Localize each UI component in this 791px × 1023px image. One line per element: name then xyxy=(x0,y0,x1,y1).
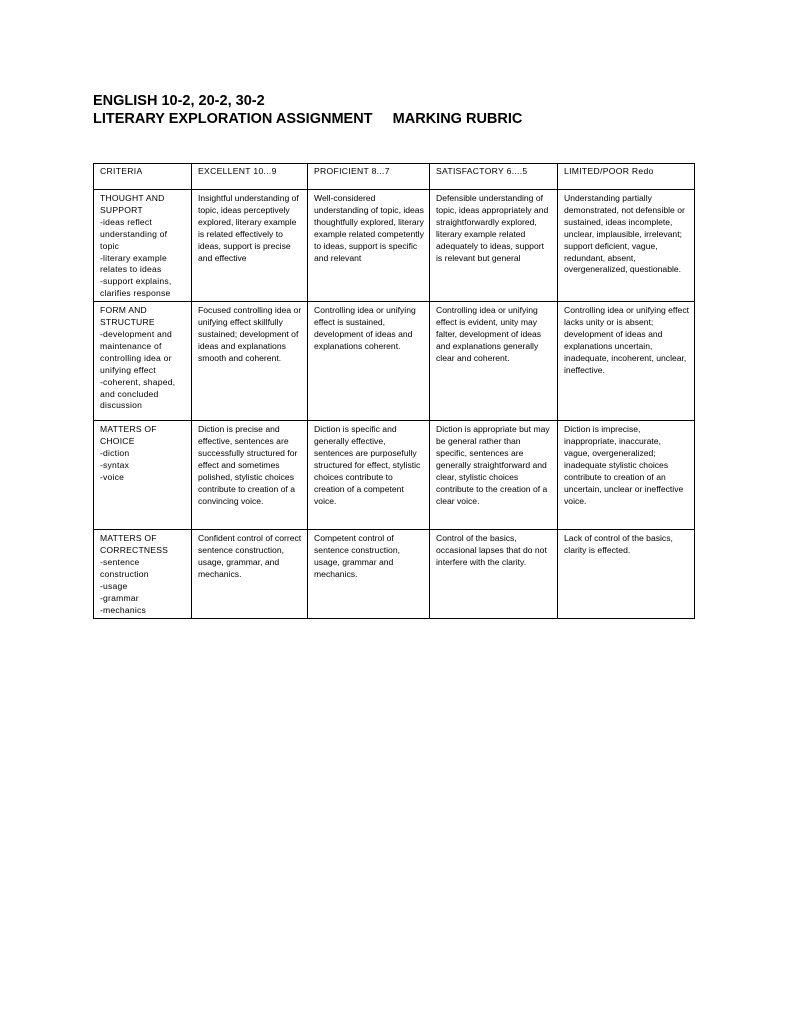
limited-cell: Lack of control of the basics, clarity is effected. xyxy=(558,530,695,618)
excellent-cell: Confident control of correct sentence construction, usage, grammar, and mechanics. xyxy=(192,530,308,618)
satisfactory-cell: Controlling idea or unifying effect is evident, unity may falter, development of ideas and explanations generally clear and coherent. xyxy=(430,302,558,421)
criteria-line: -mechanics xyxy=(100,604,146,615)
proficient-cell: Diction is specific and generally effective, sentences are purposefully structured for effect, stylistic choices contribute to creation of a competent voice. xyxy=(308,421,430,530)
limited-cell: Diction is imprecise, inappropriate, inaccurate, vague, overgeneralized; inadequate stylistic choices contribute to creation of an uncertain, unclear or ineffective voice. xyxy=(558,421,695,530)
criteria-line: MATTERS OF xyxy=(100,533,157,544)
table-row xyxy=(94,530,695,618)
table-row xyxy=(94,302,695,421)
criteria-line: -coherent, shaped, and concluded discussion xyxy=(100,376,176,411)
criteria-line: -support explains, clarifies response xyxy=(100,276,172,299)
rubric-header-row xyxy=(94,164,695,190)
header-limited: LIMITED/POOR Redo xyxy=(558,164,695,190)
criteria-cell-matters-of-correctness xyxy=(94,530,192,618)
excellent-cell: Diction is precise and effective, sentences are successfully structured for effect and sometimes polished, stylistic choices contribute to creation of a convincing voice. xyxy=(192,421,308,530)
satisfactory-cell: Control of the basics, occasional lapses that do not interfere with the clarity. xyxy=(430,530,558,618)
limited-cell: Understanding partially demonstrated, not defensible or sustained, ideas incomplete, unclear, implausible, irrelevant; support deficient, vague, redundant, absent, overgeneralized, questionable. xyxy=(558,190,695,302)
proficient-cell: Controlling idea or unifying effect is sustained, development of ideas and explanations coherent. xyxy=(308,302,430,421)
proficient-cell: Well-considered understanding of topic, ideas thoughtfully explored, literary example related competently to ideas, support is specific and relevant xyxy=(308,190,430,302)
criteria-line: -usage xyxy=(100,580,128,591)
criteria-line: -literary example relates to ideas xyxy=(100,252,167,275)
satisfactory-cell: Diction is appropriate but may be general rather than specific, sentences are generally straightforward and clear, stylistic choices contribute to the creation of a clear voice. xyxy=(430,421,558,530)
criteria-line: -development and maintenance of controlling idea or unifying effect xyxy=(100,328,172,375)
criteria-cell-matters-of-choice xyxy=(94,421,192,530)
heading-title-line: LITERARY EXPLORATION ASSIGNMENT MARKING RUBRIC xyxy=(93,111,523,127)
criteria-line: MATTERS OF xyxy=(100,424,157,435)
criteria-line: CORRECTNESS xyxy=(100,545,169,556)
header-satisfactory: SATISFACTORY 6....5 xyxy=(430,164,558,190)
criteria-line: THOUGHT AND xyxy=(100,193,165,203)
header-proficient: PROFICIENT 8...7 xyxy=(308,164,430,190)
criteria-line: -diction xyxy=(100,447,130,458)
limited-cell: Controlling idea or unifying effect lacks unity or is absent; development of ideas and explanations uncertain, inadequate, incoherent, unclear, ineffective. xyxy=(558,302,695,421)
criteria-cell-form-structure xyxy=(94,302,192,421)
table-row xyxy=(94,190,695,302)
criteria-line: CHOICE xyxy=(100,436,135,447)
criteria-line: -ideas reflect understanding of topic xyxy=(100,216,168,251)
header-excellent: EXCELLENT 10...9 xyxy=(192,164,308,190)
excellent-cell: Focused controlling idea or unifying effect skillfully sustained; development of ideas and explanations smooth and coherent. xyxy=(192,302,308,421)
header-criteria: CRITERIA xyxy=(94,164,192,190)
heading-course-line: ENGLISH 10-2, 20-2, 30-2 xyxy=(93,93,265,109)
criteria-line: -syntax xyxy=(100,459,130,470)
criteria-line: FORM AND xyxy=(100,305,147,316)
criteria-line: -sentence construction xyxy=(100,556,149,579)
excellent-cell: Insightful understanding of topic, ideas perceptively explored, literary example is related effectively to ideas, support is precise and effective xyxy=(192,190,308,302)
criteria-line: SUPPORT xyxy=(100,204,143,215)
criteria-line: STRUCTURE xyxy=(100,317,155,328)
table-row xyxy=(94,421,695,530)
marking-rubric-table xyxy=(93,163,695,619)
satisfactory-cell: Defensible understanding of topic, ideas appropriately and straightforwardly explored, literary example related adequately to ideas, support is relevant but general xyxy=(430,190,558,302)
criteria-line: -grammar xyxy=(100,592,139,603)
document-heading xyxy=(93,92,733,128)
criteria-line: -voice xyxy=(100,471,125,482)
proficient-cell: Competent control of sentence construction, usage, grammar and mechanics. xyxy=(308,530,430,618)
criteria-cell-thought-support xyxy=(94,190,192,302)
